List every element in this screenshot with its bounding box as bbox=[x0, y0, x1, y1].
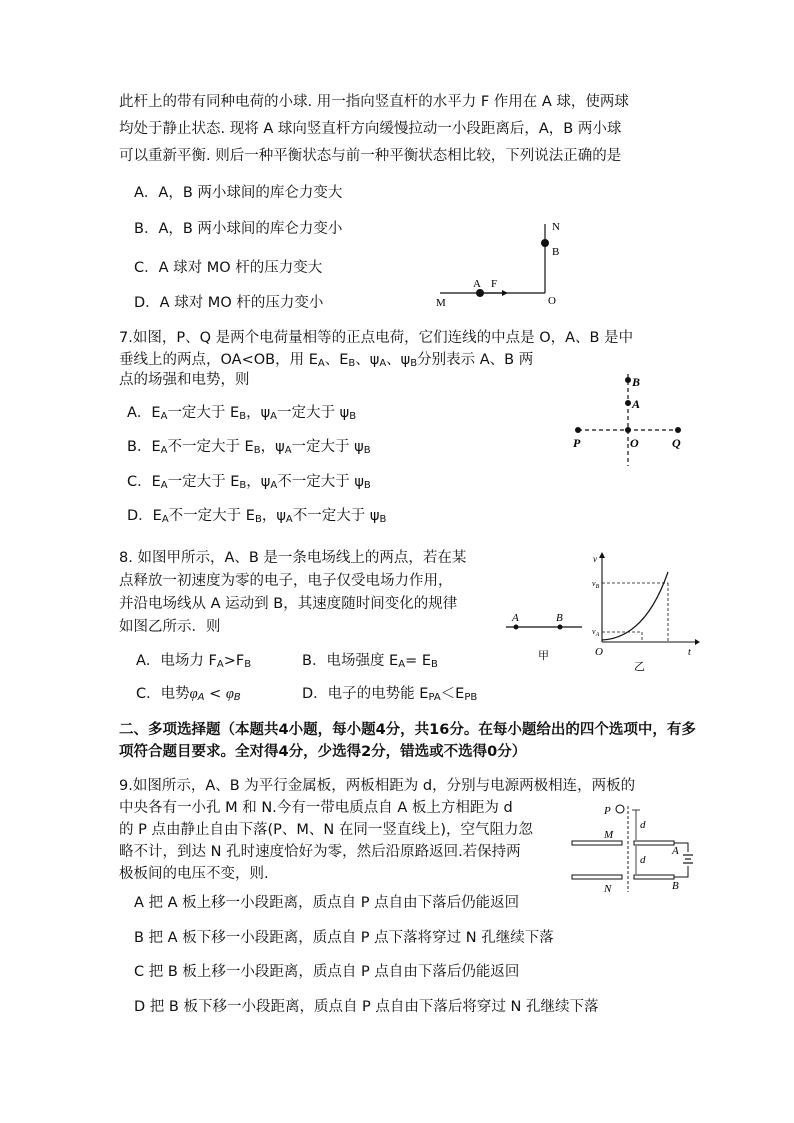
q9-label-d-upper: d bbox=[640, 819, 646, 831]
q8-label-t-axis: t bbox=[688, 647, 691, 658]
section2-heading-line2: 项符合题目要求。全对得4分，少选得2分，错选或不选得0分） bbox=[119, 744, 527, 760]
q7-stem-line1: 7.如图，P、Q 是两个电荷量相等的正点电荷，它们连线的中点是 O，A、B 是中 bbox=[119, 330, 634, 346]
q8-label-yi: 乙 bbox=[634, 661, 645, 672]
q9-option-c: C 把 B 板上移一小段距离，质点自 P 点自由下落后仍能返回 bbox=[134, 964, 520, 980]
q7-label-a: A bbox=[632, 397, 641, 411]
q7-option-d: D．$E_A$不一定大于 $E_B$，$\psi_A$不一定大于 $\psi_B$ bbox=[127, 508, 387, 525]
q7-option-a: A．$E_A$一定大于 $E_B$，$\psi_A$一定大于 $\psi_B$ bbox=[127, 405, 357, 422]
q9-option-d: D 把 B 板下移一小段距离，质点自 P 点自由下落后将穿过 N 孔继续下落 bbox=[134, 999, 599, 1015]
q8-label-v-axis: v bbox=[593, 554, 597, 564]
q6-stem-line3: 可以重新平衡. 则后一种平衡状态与前一种平衡状态相比较，下列说法正确的是 bbox=[119, 148, 622, 164]
q6-option-d: D．A 球对 MO 杆的压力变小 bbox=[134, 295, 324, 311]
q8-stem-line2: 点释放一初速度为零的电子，电子仅受电场力作用， bbox=[119, 573, 453, 589]
q9-label-p: P bbox=[604, 805, 611, 817]
q8-label-jia: 甲 bbox=[538, 650, 549, 662]
q8-figure-field-line bbox=[504, 605, 584, 665]
q8-stem-line4: 如图乙所示．则 bbox=[119, 619, 221, 635]
q9-stem-line3: 的 P 点由静止自由下落(P、M、N 在同一竖直线上)，空气阻力忽 bbox=[119, 822, 533, 838]
q6-label-a: A bbox=[473, 278, 481, 290]
q8-label-a: A bbox=[512, 612, 519, 624]
q9-figure-capacitor bbox=[568, 800, 703, 895]
q9-label-d-lower: d bbox=[640, 854, 646, 866]
q9-stem-line2: 中央各有一小孔 M 和 N.今有一带电质点自 A 板上方相距为 d bbox=[119, 800, 513, 816]
q7-stem-line2: 垂线上的两点，OA<OB，用 $E_A$、$E_B$、$\psi_A$、$\psi_B$分别表示 A、B 两 bbox=[119, 352, 534, 369]
q6-option-c: C．A 球对 MO 杆的压力变大 bbox=[134, 260, 323, 276]
q7-label-b: B bbox=[632, 375, 641, 389]
q8-stem-line1: 8. 如图甲所示，A、B 是一条电场线上的两点，若在某 bbox=[119, 550, 467, 566]
q7-label-o: O bbox=[630, 436, 639, 450]
q9-label-n: N bbox=[604, 883, 612, 895]
q9-label-m: M bbox=[604, 829, 614, 841]
q8-option-b: B．电场强度 $E_A= E_B$ bbox=[302, 653, 438, 670]
q8-stem-line3: 并沿电场线从 A 运动到 B，其速度随时间变化的规律 bbox=[119, 596, 458, 612]
q6-label-b: B bbox=[552, 246, 560, 258]
q8-label-origin: O bbox=[595, 646, 603, 658]
section2-heading-line1: 二、多项选择题（本题共4小题，每小题4分，共16分。在每小题给出的四个选项中，有多 bbox=[119, 722, 696, 738]
q9-option-b: B 把 A 板下移一小段距离，质点自 P 点下落将穿过 N 孔继续下落 bbox=[134, 930, 554, 946]
q8-option-c: C．电势$\varphi_A < \varphi_B$ bbox=[136, 686, 241, 703]
q7-figure-charges bbox=[568, 370, 703, 470]
q7-stem-line3: 点的场强和电势，则 bbox=[119, 372, 250, 388]
q9-stem-line1: 9.如图所示，A、B 为平行金属板，两板相距为 d，分别与电源两极相连，两板的 bbox=[119, 778, 636, 794]
q7-label-p: P bbox=[573, 436, 581, 450]
q6-label-o: O bbox=[548, 295, 556, 307]
q6-label-f: F bbox=[491, 278, 498, 290]
q9-stem-line5: 极板间的电压不变，则. bbox=[119, 866, 269, 882]
q9-label-b: B bbox=[672, 880, 679, 892]
q6-option-b: B．A，B 两小球间的库仑力变小 bbox=[134, 221, 343, 237]
q6-label-m: M bbox=[436, 297, 446, 308]
q8-figure-vt-graph bbox=[590, 552, 700, 672]
q9-stem-line4: 略不计，到达 N 孔时速度恰好为零，然后沿原路返回.若保持两 bbox=[119, 844, 521, 860]
q9-option-a: A 把 A 板上移一小段距离，质点自 P 点自由下落后仍能返回 bbox=[134, 895, 520, 911]
q7-option-b: B．$E_A$不一定大于 $E_B$，$\psi_A$一定大于 $\psi_B$ bbox=[127, 439, 371, 456]
q6-label-n: N bbox=[552, 221, 560, 233]
q8-label-vb: $v_B$ bbox=[592, 579, 600, 590]
q8-option-d: D．电子的电势能 $E_{PA}<E_{PB}$ bbox=[302, 686, 478, 703]
q7-option-c: C．$E_A$一定大于 $E_B$，$\psi_A$不一定大于 $\psi_B$ bbox=[127, 474, 371, 491]
q8-label-va: $v_A$ bbox=[592, 627, 600, 638]
q6-stem-line1: 此杆上的带有同种电荷的小球. 用一指向竖直杆的水平力 F 作用在 A 球，使两球 bbox=[119, 94, 629, 110]
q9-label-a: A bbox=[672, 845, 679, 857]
q6-figure-rod-diagram bbox=[430, 218, 570, 308]
q6-stem-line2: 均处于静止状态. 现将 A 球向竖直杆方向缓慢拉动一小段距离后，A，B 两小球 bbox=[119, 121, 622, 137]
q6-option-a: A．A，B 两小球间的库仑力变大 bbox=[134, 185, 343, 201]
q7-label-q: Q bbox=[672, 436, 681, 450]
q8-option-a: A．电场力 $F_A>F_B$ bbox=[136, 653, 252, 670]
q8-label-b: B bbox=[556, 612, 563, 624]
